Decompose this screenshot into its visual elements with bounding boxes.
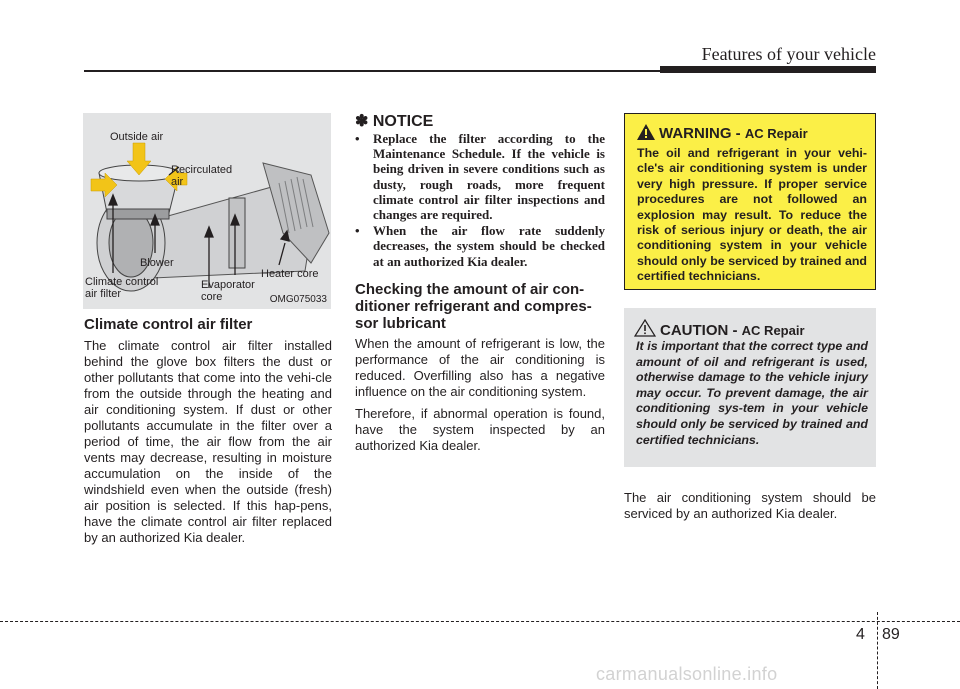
- page-number: 89: [882, 626, 900, 643]
- warning-triangle-icon: [637, 124, 655, 140]
- hvac-diagram: [83, 113, 331, 309]
- warning-box: [624, 113, 876, 290]
- notice-list: [355, 131, 605, 270]
- footer-dashed-rule: [0, 621, 960, 622]
- figure-code: OMG075033: [269, 294, 327, 305]
- section-heading-air-filter: Climate control air filter: [84, 316, 253, 333]
- watermark: carmanualsonline.info: [596, 664, 778, 684]
- right-service-paragraph: [624, 490, 876, 528]
- bullet-icon: •: [355, 223, 360, 239]
- refrigerant-text-2: Therefore, if abnormal operation is found, have the system inspected by an authorized Kia dealer.: [355, 406, 605, 453]
- caution-text: It is important that the correct type and amount of oil and refrigerant is used, otherwise damage to the vehicle injury may occur. To prevent damage, the air conditioning sys-tem in your vehicle should only be serviced by trained and certified technicians.: [636, 339, 868, 447]
- label-climate-filter: Climate control air filter: [85, 276, 159, 300]
- air-filter-paragraph: [84, 338, 332, 552]
- bullet-icon: •: [355, 131, 360, 146]
- notice-title: ✽ NOTICE: [355, 113, 434, 130]
- label-recirculated-air: Recirculated air: [171, 164, 233, 188]
- caution-heading: CAUTION - AC Repair: [634, 319, 805, 339]
- caution-triangle-icon: [634, 319, 656, 337]
- warning-heading: WARNING - AC Repair: [637, 124, 808, 142]
- warning-text: The oil and refrigerant in your vehi-cle's air conditioning system is under very high pressure. If proper service procedures are not followed an explosion may result. To reduce the risk of serious injury or death, the air conditioning system in your vehicle should only be serviced by trained and certified technicians.: [637, 146, 867, 284]
- refrigerant-text-1: When the amount of refrigerant is low, the performance of the air conditioning is reduced. Overfilling also has a negative influence on the air conditioning system.: [355, 336, 605, 399]
- label-outside-air: Outside air: [110, 131, 164, 143]
- air-filter-text: The climate control air filter installed behind the glove box filters the dust or other pollutants that come into the vehi-cle from the outside through the heating and air conditioning system. If dust or other pollutants accumulate in the filter over a period of time, the air flow from the air vents may decrease, resulting in moisture accumulation on the inside of the windshield even when the outside (fresh) air position is selected. If this hap-pens, have the climate control air filter replaced by an authorized Kia dealer.: [84, 338, 332, 545]
- page-header-title: Features of your vehicle: [701, 44, 876, 64]
- refrigerant-paragraphs: [355, 336, 605, 460]
- header-bar: [660, 66, 876, 73]
- label-heater-core: Heater core: [261, 268, 319, 280]
- section-heading-refrigerant: Checking the amount of air con-ditioner refrigerant and compres-sor lubricant: [355, 281, 592, 332]
- caution-box: [624, 308, 876, 467]
- label-evaporator-core: Evaporator core: [201, 279, 255, 303]
- chapter-number: 4: [856, 626, 865, 643]
- label-blower: Blower: [140, 257, 174, 269]
- notice-item: • Replace the filter according to the Maintenance Schedule. If the vehicle is being driven in severe conditions such as dusty, rough roads, more frequent climate control air filter inspections and changes are required.: [355, 131, 605, 223]
- notice-item: • When the air flow rate suddenly decreases, the system should be checked at an authorized Kia dealer.: [355, 223, 605, 269]
- footer-divider: [877, 612, 878, 689]
- right-service-text: The air conditioning system should be serviced by an authorized Kia dealer.: [624, 490, 876, 521]
